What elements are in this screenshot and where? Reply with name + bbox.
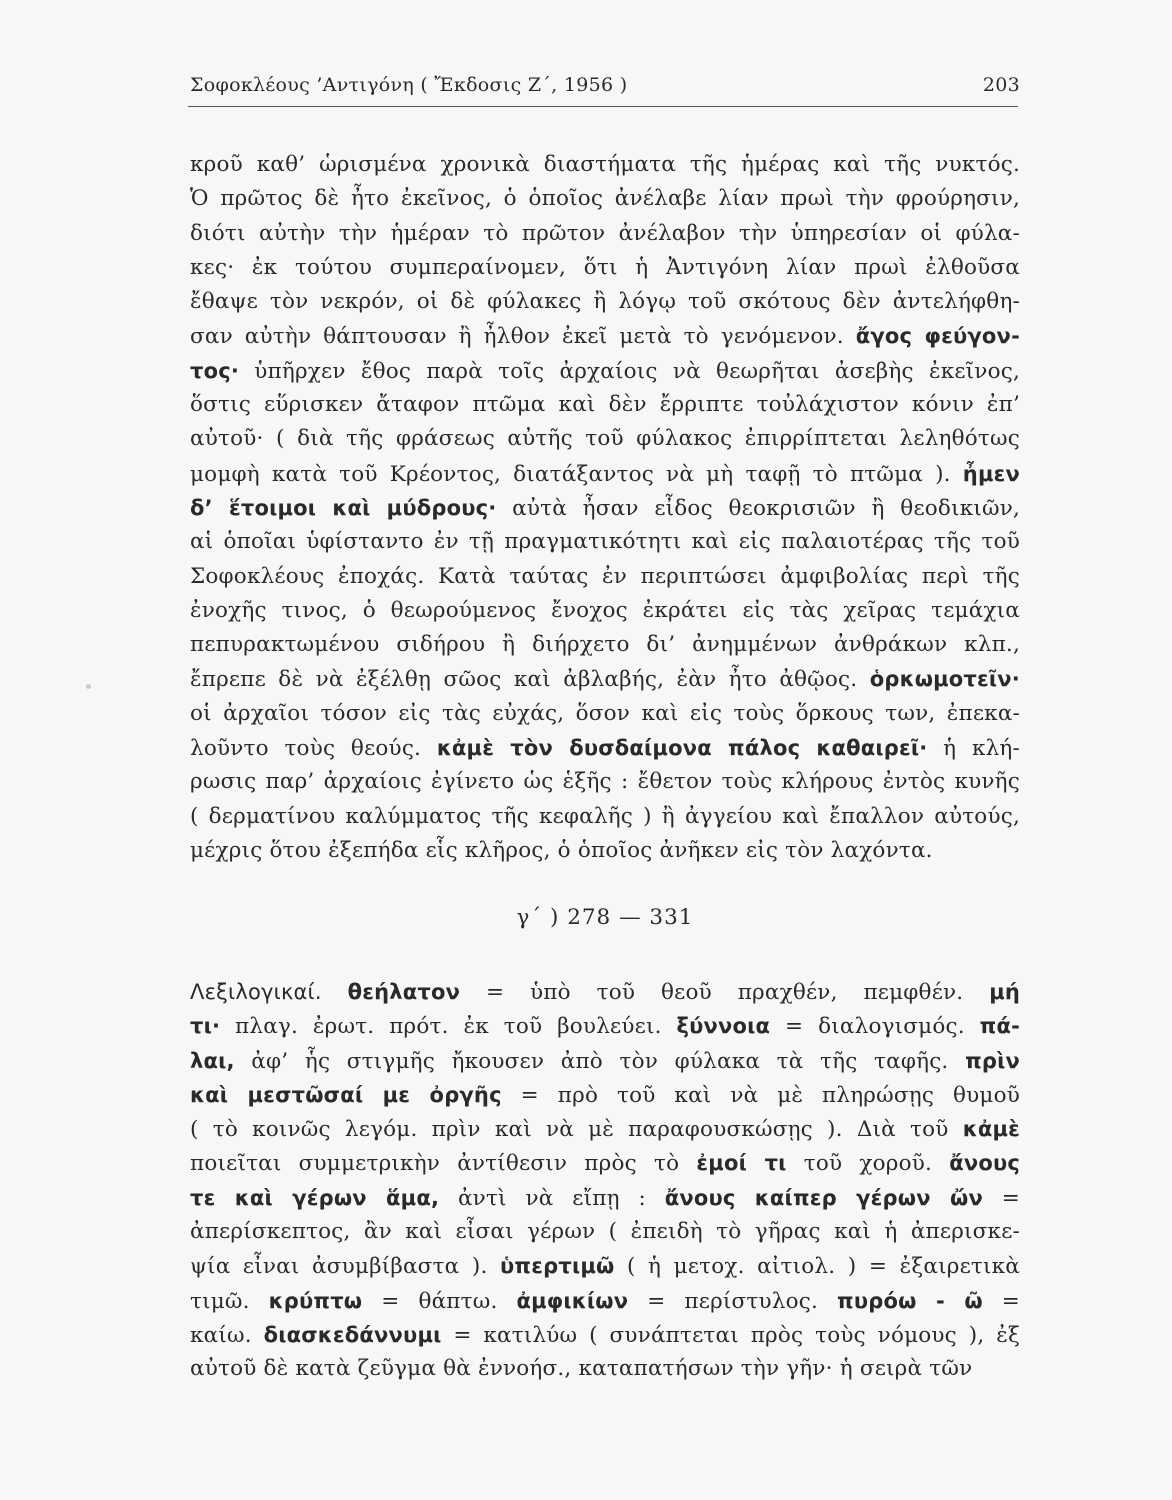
running-title: Σοφοκλέους ’Αντιγόνη ( Ἔκδοσις Ζ΄, 1956 ) [190,74,628,96]
text-segment: οἱ ἀρχαῖοι τόσον εἰς τὰς εὐχάς, ὅσον καὶ εἰς τοὺς ὅρκους των, ἐπεκα- [190,700,1020,726]
text-line [190,1284,1020,1318]
text-segment: = πρὸ τοῦ καὶ νὰ μὲ πληρώσῃς θυμοῦ [501,1082,1020,1108]
text-segment: διότι αὐτὴν τὴν ἡμέραν τὸ πρῶτον ἀνέλαβον τὴν ὑπηρεσίαν οἱ φύλα- [190,220,1020,246]
text-segment [322,980,348,1005]
text-segment: ἀφ’ ἧς στιγμῆς ἤκουσεν ἀπὸ τὸν φύλακα τὰ τῆς ταφῆς. [234,1048,966,1074]
scan-speck [86,684,91,689]
text-segment: Σοφοκλέους ἐποχάς. Κατὰ ταύτας ἐν περιπτώσει ἀμφιβολίας περὶ τῆς [190,563,1020,589]
text-segment: κες· ἐκ τούτου συμπεραίνομεν, ὅτι ἡ Ἀντιγόνη λίαν πρωὶ ἐλθοῦσα [190,254,1020,280]
lemma-term: διασκεδάννυμι [263,1322,442,1347]
lemma-term: κἀμὲ τὸν δυσδαίμονα πάλος καθαιρεῖ· [436,736,928,761]
lemma-term: ἦμεν [962,461,1020,486]
text-segment: ἡ κλή- [927,736,1020,762]
commentary-block [190,148,1020,868]
text-line [190,251,1020,285]
lemma-term: κρύπτω [268,1288,363,1313]
header-rule [188,106,1018,107]
text-line [190,1215,1020,1249]
text-segment: αὐτοῦ δὲ κατὰ ζεῦγμα θὰ ἐννοήσ., καταπατήσων τὴν γῆν· ἡ σειρὰ τῶν [190,1356,973,1382]
text-line [190,594,1020,628]
text-segment: τοῦ χοροῦ. [786,1151,950,1177]
text-segment: ἐνοχῆς τινος, ὁ θεωρούμενος ἔνοχος ἐκράτει εἰς τὰς χεῖρας τεμάχια [190,597,1020,623]
text-line [190,731,1020,765]
text-line [190,457,1020,491]
text-line [190,697,1020,731]
text-line [190,1146,1020,1180]
text-segment: ψία εἶναι ἀσυμβίβαστα ). [190,1254,501,1280]
lemma-term: ἄνους [949,1151,1020,1176]
text-line [190,975,1020,1009]
text-segment: τιμῶ. [190,1288,269,1314]
text-line [190,1044,1020,1078]
text-line [190,1181,1020,1215]
text-segment: Ὁ πρῶτος δὲ ἦτο ἐκεῖνος, ὁ ὁποῖος ἀνέλαβε λίαν πρωὶ τὴν φρούρησιν, [190,186,1020,212]
lemma-term: πυρόω - ῶ [837,1288,983,1313]
section-heading: γ΄ ) 278 — 331 [516,905,694,930]
lemma-term: δ’ ἕτοιμοι καὶ μύδρους· [190,495,497,520]
text-segment: καίω. [190,1322,264,1348]
text-segment: σαν αὐτὴν θάπτουσαν ἢ ἦλθον ἐκεῖ μετὰ τὸ γενόμενον. [190,324,856,350]
text-line [190,1009,1020,1043]
text-segment: = κατιλύω ( συνάπτεται πρὸς τοὺς νόμους ), ἐξ [441,1322,1020,1348]
text-line [190,800,1020,834]
text-segment: πλαγ. ἐρωτ. πρότ. ἐκ τοῦ βουλεύει. [220,1014,677,1040]
text-segment: κροῦ καθ’ ὡρισμένα χρονικὰ διαστήματα τῆς ἡμέρας καὶ τῆς νυκτός. [190,152,1020,177]
text-segment: ( ἡ μετοχ. αἰτιολ. ) = ἐξαιρετικὰ [614,1254,1020,1280]
text-segment: πεπυρακτωμένου σιδήρου ἢ διήρχετο δι’ ἀνημμένων ἀνθράκων κλπ., [190,632,1020,658]
text-line [190,1112,1020,1146]
text-line [190,388,1020,422]
lemma-term: πρὶν [965,1048,1020,1073]
text-line [190,560,1020,594]
lemma-term: λαι, [190,1048,235,1073]
text-segment: ποιεῖται συμμετρικὴν ἀντίθεσιν πρὸς τὸ [190,1151,697,1177]
text-line [190,148,1020,182]
text-line [190,491,1020,525]
lemma-term: καὶ μεστῶσαί με ὀργῆς [190,1082,502,1107]
lemma-term: ἐμοί τι [696,1151,787,1176]
text-segment: μέχρις ὅτου ἐξεπήδα εἷς κλῆρος, ὁ ὁποῖος ἀνῆκεν εἰς τὸν λαχόντα. [190,837,933,863]
text-segment: αὐτοῦ· ( διὰ τῆς φράσεως αὐτῆς τοῦ φύλακος ἐπιρρίπτεται λεληθότως [190,426,1020,452]
text-segment: = θάπτω. [362,1288,517,1314]
text-segment: = περίστυλος. [628,1288,838,1314]
text-line [190,1078,1020,1112]
lemma-term: ὁρκωμοτεῖν· [869,667,1020,692]
text-line [190,1249,1020,1283]
text-line [190,765,1020,799]
running-header [190,74,1020,104]
text-segment: λοῦντο τοὺς θεούς. [190,736,437,762]
text-line [190,422,1020,456]
text-line [190,662,1020,696]
lexical-notes-block [190,975,1020,1387]
text-segment: ἀπερίσκεπτος, ἂν καὶ εἶσαι γέρων ( ἐπειδὴ τὸ γῆρας καὶ ἡ ἀπερισκε- [190,1219,1020,1245]
text-segment: ἀντὶ νὰ εἴπῃ : [439,1185,665,1211]
text-segment: ( δερματίνου καλύμματος τῆς κεφαλῆς ) ἢ ἀγγείου καὶ ἔπαλλον αὐτούς, [190,803,1020,829]
lemma-term: τε καὶ γέρων ἅμα, [190,1185,440,1210]
lemma-term: ἀμφικίων [516,1288,629,1313]
lemma-term: μή [989,980,1020,1004]
lemma-term: ὑπερτιμῶ [500,1254,615,1279]
lemma-term: κἀμὲ [962,1117,1020,1142]
lemma-term: ἄγος φεύγον- [855,324,1020,349]
text-segment: μομφὴ κατὰ τοῦ Κρέοντος, διατάξαντος νὰ μὴ ταφῇ τὸ πτῶμα ). [190,461,963,487]
text-segment: ὑπῆρχεν ἔθος παρὰ τοῖς ἀρχαίοις νὰ θεωρῆται ἀσεβὴς ἐκεῖνος, [239,358,1020,384]
text-line [190,285,1020,319]
text-segment: = [982,1185,1020,1211]
text-line [190,182,1020,216]
text-line [190,628,1020,662]
lemma-term: τι· [190,1014,221,1039]
text-line [190,217,1020,251]
text-segment: ὅστις εὕρισκεν ἄταφον πτῶμα καὶ δὲν ἔρριπτε τοὐλάχιστον κόνιν ἐπ’ [190,392,1020,418]
lemma-term: θεήλατον [347,980,461,1004]
lemma-term: τος· [190,358,240,383]
lemma-term: πά- [979,1014,1020,1039]
text-segment: ἔπρεπε δὲ νὰ ἐξέλθῃ σῶος καὶ ἀβλαβής, ἐὰν ἦτο ἀθῷος. [190,667,870,693]
page-number: 203 [982,74,1020,96]
text-line [190,1352,1020,1386]
text-segment: ρωσις παρ’ ἀρχαίοις ἐγίνετο ὡς ἑξῆς : ἔθετον τοὺς κλήρους ἐντὸς κυνῆς [190,769,1020,795]
text-segment: = διαλογισμός. [770,1014,980,1040]
text-line [190,834,1020,868]
text-segment: αὐτὰ ἦσαν εἶδος θεοκρισιῶν ἢ θεοδικιῶν, [496,495,1020,521]
text-line [190,525,1020,559]
section-label: Λεξιλογικαί. [190,980,322,1004]
text-line [190,1318,1020,1352]
text-segment: ( τὸ κοινῶς λεγόμ. πρὶν καὶ νὰ μὲ παραφουσκώσῃς ). Διὰ τοῦ [190,1117,963,1143]
lemma-term: ἄνους καίπερ γέρων ὤν [664,1185,983,1210]
text-segment: ἔθαψε τὸν νεκρόν, οἱ δὲ φύλακες ἢ λόγῳ τοῦ σκότους δὲν ἀντελήφθη- [190,289,1020,315]
text-line [190,319,1020,353]
text-segment: = ὑπὸ τοῦ θεοῦ πραχθέν, πεμφθέν. [460,980,990,1005]
text-segment: = [982,1288,1020,1314]
lemma-term: ξύννοια [676,1014,771,1039]
text-line [190,354,1020,388]
text-segment: αἱ ὁποῖαι ὑφίσταντο ἐν τῇ πραγματικότητι καὶ εἰς παλαιοτέρας τῆς τοῦ [190,529,1020,555]
